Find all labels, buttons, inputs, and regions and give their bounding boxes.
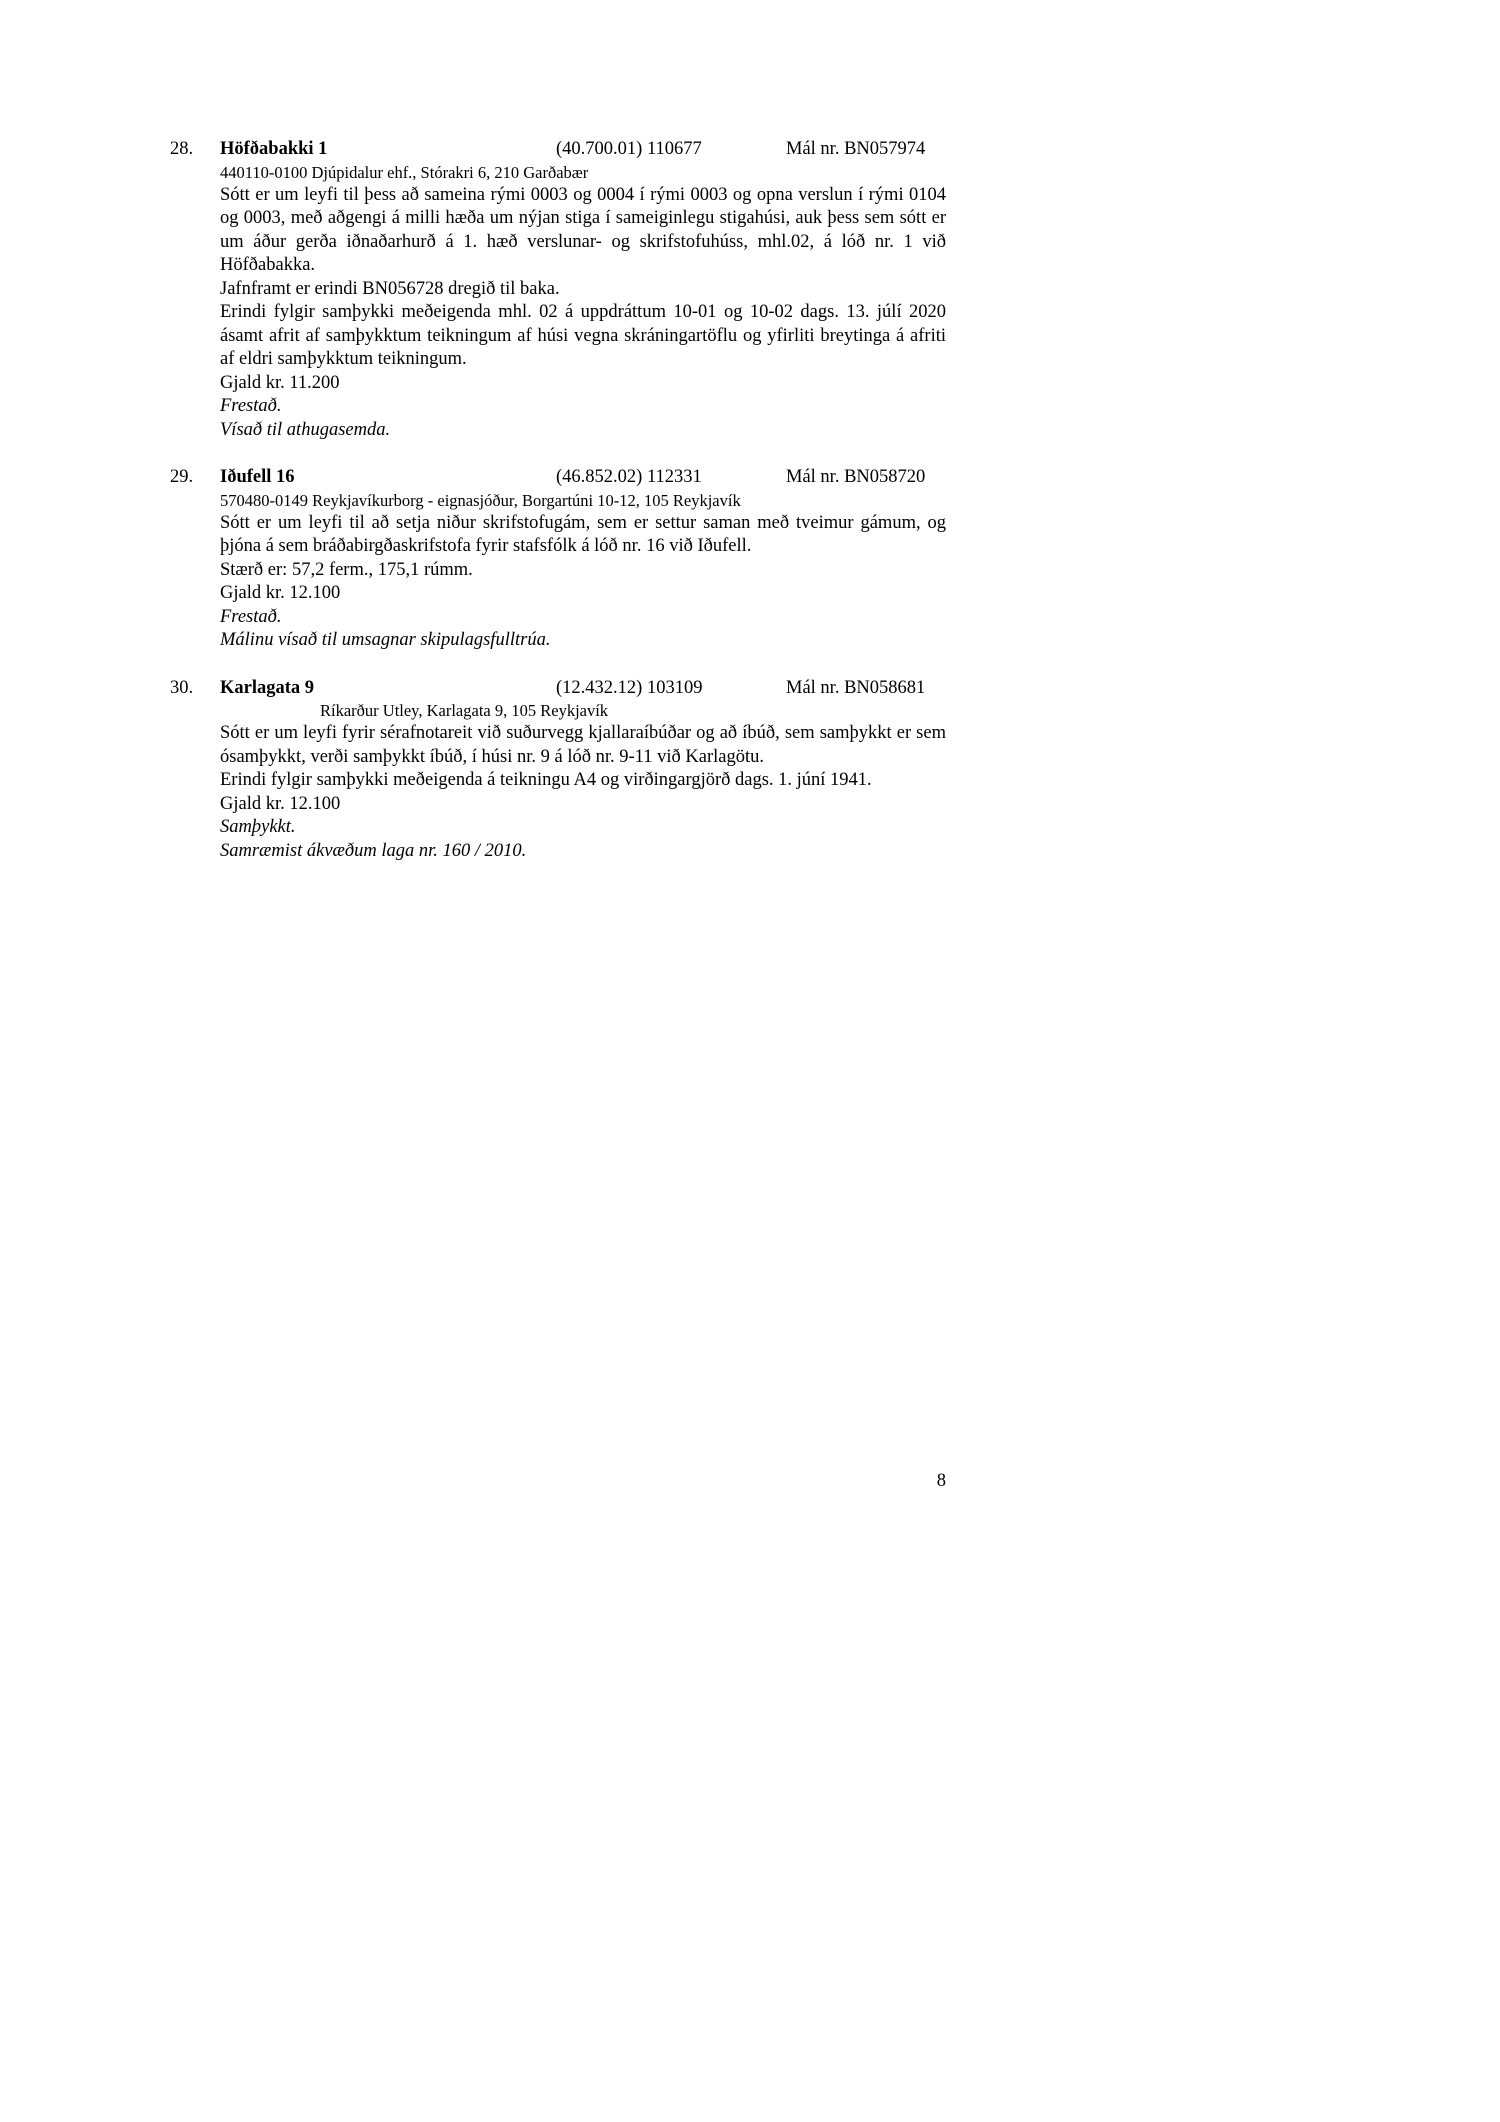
page-number: 8 [936,1471,946,1491]
item-case-number: Mál nr. BN057974 [786,139,926,159]
agenda-item-header [170,677,946,701]
status-line: Samþykkt. [220,817,296,837]
agenda-item-header [170,138,946,162]
applicant-line: Ríkarður Utley, Karlagata 9, 105 Reykjavík [320,701,609,720]
status-line: Frestað. [220,396,282,416]
body-paragraph: Erindi fylgir samþykki meðeigenda á teikningu A4 og virðingargjörð dags. 1. júní 1941. [220,770,872,790]
document-page [170,138,946,887]
body-paragraph: Sótt er um leyfi fyrir sérafnotareit við suðurvegg kjallaraíbúðar og að íbúð, sem samþykkt er sem ósamþykkt, verði samþykkt íbúð, í húsi nr. 9 á lóð nr. 9-11 við Karlagötu. [220,723,946,767]
agenda-item [170,138,946,442]
item-number: 30. [170,677,194,698]
agenda-item [170,466,946,653]
fee-line: Gjald kr. 11.200 [220,372,340,393]
status-line: Frestað. [220,606,282,627]
body-paragraph: Sótt er um leyfi til að setja niður skrifstofugám, sem er settur saman með tveimur gámum, og þjóna á sem bráðabirgðaskrifstofa fyrir stafsfólk á lóð nr. 16 við Iðufell. [220,512,946,556]
status-line: Samræmist ákvæðum laga nr. 160 / 2010. [220,840,527,861]
item-reference: (40.700.01) 110677 [556,139,702,159]
status-line: Málinu vísað til umsagnar skipulagsfulltrúa. [220,630,551,650]
body-paragraph: Sótt er um leyfi til þess að sameina rými 0003 og 0004 í rými 0003 og opna verslun í rými 0104 og 0003, með aðgengi á milli hæða um nýjan stiga í sameiginlegu stigahúsi, auk þess sem sótt er um áður gerða iðnaðarhurð á 1. hæð verslunar- og skrifstofuhúss, mhl.02, á lóð nr. 1 við Höfðabakka. [220,184,946,275]
fee-line: Gjald kr. 12.100 [220,583,341,603]
item-case-number: Mál nr. BN058681 [786,677,926,698]
item-number: 28. [170,139,194,159]
item-case-number: Mál nr. BN058720 [786,467,926,487]
item-title: Iðufell 16 [220,467,295,487]
status-line: Vísað til athugasemda. [220,419,391,440]
item-reference: (46.852.02) 112331 [556,467,702,487]
item-title: Karlagata 9 [220,677,315,698]
agenda-item [170,677,946,864]
body-paragraph: Jafnframt er erindi BN056728 dregið til baka. [220,278,560,299]
applicant-line: 570480-0149 Reykjavíkurborg - eignasjóður, Borgartúni 10-12, 105 Reykjavík [220,490,741,510]
fee-line: Gjald kr. 12.100 [220,793,341,814]
item-reference: (12.432.12) 103109 [556,677,703,698]
item-number: 29. [170,467,194,487]
body-paragraph: Stærð er: 57,2 ferm., 175,1 rúmm. [220,559,473,580]
body-paragraph: Erindi fylgir samþykki meðeigenda mhl. 02 á uppdráttum 10-01 og 10-02 dags. 13. júlí 2020 ásamt afrit af samþykktum teikningum af húsi vegna skráningartöflu og yfirliti breytinga á afriti af eldri samþykktum teikningum. [220,302,946,369]
applicant-line: 440110-0100 Djúpidalur ehf., Stórakri 6, 210 Garðabær [220,162,589,182]
item-title: Höfðabakki 1 [220,139,328,159]
agenda-item-header [170,466,946,490]
